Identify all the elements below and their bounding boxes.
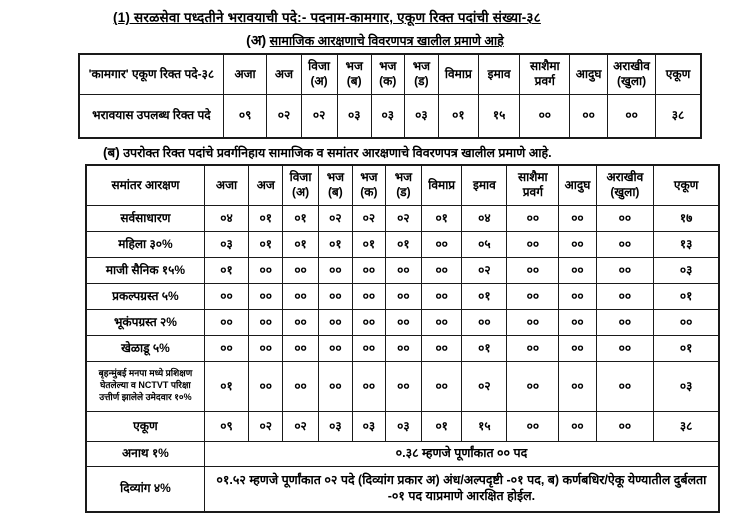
value-cell: १३	[654, 231, 719, 257]
value-cell: ०२	[385, 205, 421, 231]
value-cell: ०१	[204, 257, 248, 283]
value-cell: १७	[654, 205, 719, 231]
value-cell: ०१	[204, 361, 248, 411]
column-header: एकूण	[654, 165, 719, 205]
value-cell: ००	[249, 335, 283, 361]
column-header: भज (क)	[371, 54, 404, 94]
value-cell: ००	[421, 309, 462, 335]
value-cell: ००	[204, 309, 248, 335]
value-cell: ००	[352, 361, 385, 411]
row-label: सर्वसाधारण	[86, 205, 204, 231]
value-cell: ००	[283, 361, 318, 411]
value-cell: ०३	[654, 257, 719, 283]
value-cell: ०२	[301, 94, 337, 138]
value-cell: ००	[318, 309, 352, 335]
value-cell: ००	[249, 283, 283, 309]
value-cell: ००	[654, 309, 719, 335]
value-cell: ०३	[352, 411, 385, 441]
value-cell: ०३	[337, 94, 371, 138]
column-header: अजा	[204, 165, 248, 205]
table-row	[86, 309, 719, 335]
value-cell: ००	[596, 205, 654, 231]
value-cell: ००	[507, 335, 559, 361]
value-cell: ०१	[283, 231, 318, 257]
value-cell: ००	[385, 309, 421, 335]
value-cell: ००	[608, 94, 656, 138]
value-cell: ०१	[654, 283, 719, 309]
column-header: अज	[267, 54, 301, 94]
value-cell: ००	[507, 205, 559, 231]
table-row	[86, 205, 719, 231]
table-row	[79, 94, 701, 138]
column-header: विजा (अ)	[283, 165, 318, 205]
value-cell: ००	[596, 335, 654, 361]
column-header: भज (ब)	[337, 54, 371, 94]
row-label: खेळाडू ५%	[86, 335, 204, 361]
value-cell: ००	[507, 361, 559, 411]
value-cell: ००	[559, 411, 596, 441]
value-cell: १५	[462, 411, 507, 441]
value-cell: ००	[385, 361, 421, 411]
row-label: बृहन्मुंबई मनपा मध्ये प्रशिक्षण घेतलेल्या व NCTVT परिक्षा उत्तीर्ण झालेले उमेदवार १०%	[86, 361, 204, 411]
value-cell: ००	[421, 361, 462, 411]
column-header: अराखीव (खुला)	[608, 54, 656, 94]
value-cell: ०९	[204, 411, 248, 441]
value-cell: ०२	[283, 411, 318, 441]
value-cell: ००	[596, 361, 654, 411]
column-header: भज (ब)	[318, 165, 352, 205]
table-span-row	[86, 466, 719, 512]
section-b-label: उपरोक्त रिक्त पदांचे प्रवर्गनिहाय सामाजिक व समांतर आरक्षणाचे विवरणपत्र खालील प्रमाणे आहे.	[123, 146, 552, 160]
column-header: साशैमा प्रवर्ग	[520, 54, 570, 94]
column-header: विमाप्र	[438, 54, 478, 94]
row-label: माजी सैनिक १५%	[86, 257, 204, 283]
parallel-reservation-table	[85, 164, 720, 513]
table-row	[86, 283, 719, 309]
section-b-marker: (ब)	[103, 145, 120, 160]
table-header-row	[79, 54, 701, 94]
value-cell: ००	[596, 309, 654, 335]
value-cell: ००	[421, 231, 462, 257]
value-cell: ००	[596, 283, 654, 309]
value-cell: १५	[478, 94, 520, 138]
value-cell: ०१	[352, 231, 385, 257]
value-cell: ०४	[462, 205, 507, 231]
value-cell: ००	[249, 361, 283, 411]
value-cell: ०१	[421, 205, 462, 231]
value-cell: ००	[283, 309, 318, 335]
merged-note-cell: ०.३८ म्हणजे पूर्णांकात ०० पद	[204, 441, 719, 466]
value-cell: ००	[249, 309, 283, 335]
value-cell: ००	[385, 283, 421, 309]
value-cell: ००	[385, 257, 421, 283]
value-cell: ००	[596, 411, 654, 441]
value-cell: ००	[352, 283, 385, 309]
value-cell: ०३	[404, 94, 438, 138]
row-label: दिव्यांग ४%	[86, 466, 204, 512]
value-cell: ०१	[462, 283, 507, 309]
section-a-label: सामाजिक आरक्षणाचे विवरणपत्र खालील प्रमाणे आहे	[269, 34, 504, 48]
row-label: महिला ३०%	[86, 231, 204, 257]
value-cell: ०२	[462, 257, 507, 283]
column-header: इमाव	[478, 54, 520, 94]
column-header: भज (ड)	[404, 54, 438, 94]
value-cell: ०१	[318, 231, 352, 257]
table-row	[86, 361, 719, 411]
value-cell: ००	[596, 231, 654, 257]
value-cell: ००	[507, 231, 559, 257]
row-label: एकूण	[86, 411, 204, 441]
value-cell: ०१	[438, 94, 478, 138]
value-cell: ००	[559, 361, 596, 411]
value-cell: ०१	[249, 231, 283, 257]
value-cell: ००	[559, 231, 596, 257]
value-cell: ००	[204, 335, 248, 361]
page-title: (1) सरळसेवा पध्दतीने भरावयाची पदे:- पदनाम-कामगार, एकूण रिक्त पदांची संख्या-३८	[113, 10, 541, 25]
column-header: भज (ड)	[385, 165, 421, 205]
value-cell: ००	[559, 283, 596, 309]
value-cell: ०१	[462, 335, 507, 361]
column-header: इमाव	[462, 165, 507, 205]
value-cell: ०१	[249, 205, 283, 231]
value-cell: ०३	[385, 411, 421, 441]
value-cell: ३८	[654, 411, 719, 441]
value-cell: ०२	[249, 411, 283, 441]
value-cell: ००	[318, 335, 352, 361]
value-cell: ००	[559, 257, 596, 283]
column-header: साशैमा प्रवर्ग	[507, 165, 559, 205]
column-header: 'कामगार' एकूण रिक्त पदे-३८	[79, 54, 223, 94]
value-cell: ००	[204, 283, 248, 309]
value-cell: ००	[283, 335, 318, 361]
value-cell: ०३	[654, 361, 719, 411]
table-row	[86, 257, 719, 283]
value-cell: ००	[421, 257, 462, 283]
value-cell: ००	[507, 283, 559, 309]
value-cell: ००	[462, 309, 507, 335]
value-cell: ००	[507, 411, 559, 441]
row-label: अनाथ १%	[86, 441, 204, 466]
value-cell: ००	[559, 309, 596, 335]
value-cell: ००	[570, 94, 608, 138]
value-cell: ०५	[462, 231, 507, 257]
value-cell: ०२	[462, 361, 507, 411]
merged-note-cell: ०१.५२ म्हणजे पूर्णांकात ०२ पदे (दिव्यांग प्रकार अ) अंध/अल्पदृष्टी -०१ पद, ब) कर्णबधिर/ऐकू येण्यातील दुर्बलता -०१ पद याप्रमाणे आरक्षित होईल.	[204, 466, 719, 512]
document-page	[0, 8, 750, 530]
value-cell: ०९	[223, 94, 267, 138]
value-cell: ०३	[204, 231, 248, 257]
value-cell: ००	[559, 205, 596, 231]
value-cell: ००	[283, 257, 318, 283]
column-header: समांतर आरक्षण	[86, 165, 204, 205]
row-label: भूकंपग्रस्त २%	[86, 309, 204, 335]
row-label: प्रकल्पग्रस्त ५%	[86, 283, 204, 309]
value-cell: ०२	[318, 205, 352, 231]
value-cell: ०३	[318, 411, 352, 441]
table-header-row	[86, 165, 719, 205]
table-row	[86, 411, 719, 441]
section-a-marker: (अ)	[246, 32, 267, 48]
value-cell: ०१	[421, 411, 462, 441]
column-header: अज	[249, 165, 283, 205]
column-header: भज (क)	[352, 165, 385, 205]
value-cell: ००	[352, 335, 385, 361]
value-cell: ००	[249, 257, 283, 283]
column-header: आदुघ	[570, 54, 608, 94]
section-a-heading	[0, 31, 750, 50]
value-cell: ०४	[204, 205, 248, 231]
value-cell: ००	[507, 257, 559, 283]
value-cell: ००	[318, 283, 352, 309]
value-cell: ०२	[267, 94, 301, 138]
column-header: विजा (अ)	[301, 54, 337, 94]
value-cell: ००	[318, 257, 352, 283]
value-cell: ००	[559, 335, 596, 361]
column-header: आदुघ	[559, 165, 596, 205]
value-cell: ००	[507, 309, 559, 335]
column-header: विमाप्र	[421, 165, 462, 205]
value-cell: ००	[596, 257, 654, 283]
table-span-row	[86, 441, 719, 466]
value-cell: ००	[283, 283, 318, 309]
value-cell: ०३	[371, 94, 404, 138]
section-b-heading	[103, 143, 750, 161]
value-cell: ००	[352, 309, 385, 335]
value-cell: ०१	[654, 335, 719, 361]
value-cell: ३८	[656, 94, 701, 138]
value-cell: ०१	[283, 205, 318, 231]
value-cell: ००	[318, 361, 352, 411]
social-reservation-table	[78, 53, 702, 139]
value-cell: ०१	[385, 231, 421, 257]
table-row	[86, 231, 719, 257]
column-header: अजा	[223, 54, 267, 94]
table-row	[86, 335, 719, 361]
value-cell: ०२	[352, 205, 385, 231]
value-cell: ००	[421, 283, 462, 309]
column-header: एकूण	[656, 54, 701, 94]
value-cell: ००	[520, 94, 570, 138]
column-header: अराखीव (खुला)	[596, 165, 654, 205]
row-label: भरावयास उपलब्ध रिक्त पदे	[79, 94, 223, 138]
value-cell: ००	[352, 257, 385, 283]
value-cell: ००	[421, 335, 462, 361]
value-cell: ००	[385, 335, 421, 361]
